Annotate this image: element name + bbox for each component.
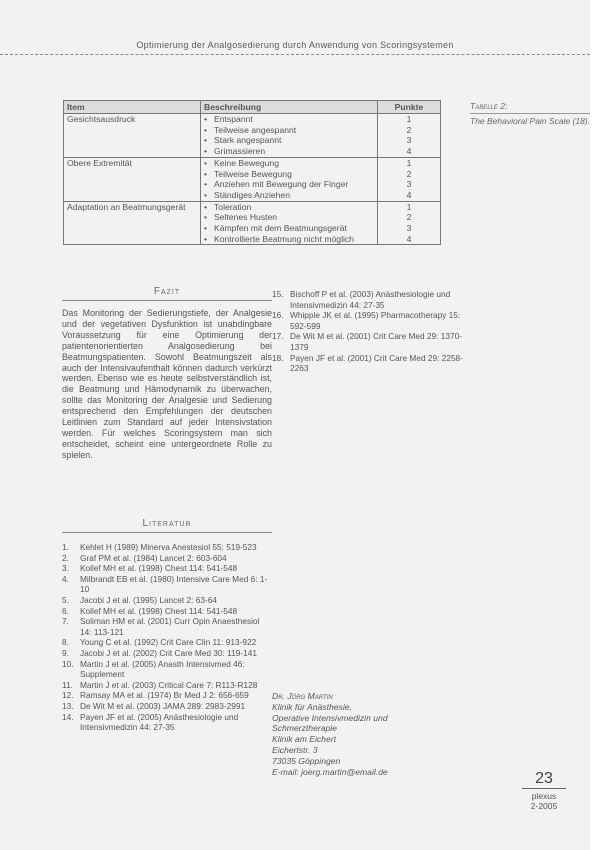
magazine-issue: 2-2005 bbox=[530, 801, 558, 811]
reference-text: Kollef MH et al. (1998) Chest 114: 541-548 bbox=[80, 563, 238, 574]
description-cell bbox=[201, 157, 378, 201]
author-name: Dr. Jörg Martin bbox=[272, 691, 333, 701]
points-entry: 2 bbox=[406, 168, 412, 179]
reference-number: 7. bbox=[62, 616, 69, 627]
fazit-paragraph: Das Monitoring der Sedierungstiefe, der Analgesie und der vegetativen Dysfunktion ist unabdingbare Voraussetzung für eine Optimierung der patientenorientierten Analgosedierung bei Beatmungspatienten. Sowohl Beatmungszeit als auch der Intensivaufenthalt können dadurch verkürzt werden. Ebenso wie es heute selbstverständlich ist, die Beatmung und Hämodynamik zu überwachen, sollte das Monitoring der Analgesie und Sedierung entsprechend den Empfehlungen der deutschen Leitlinien zum Standard auf jeder Intensivstation werden. Für welches Scoringsystem man sich entscheidet, scheint eine untergeordnete Rolle zu spielen. bbox=[62, 308, 272, 460]
reference-number: 5. bbox=[62, 594, 69, 605]
table-caption bbox=[470, 101, 590, 127]
fazit-rule bbox=[62, 300, 272, 301]
footer-rule bbox=[522, 788, 566, 789]
item-cell: Adaptation an Beatmungsgerät bbox=[64, 201, 201, 245]
reference-number: 12. bbox=[62, 690, 74, 701]
literatur-rule bbox=[62, 532, 272, 533]
reference-item bbox=[62, 712, 272, 733]
behavioral-pain-scale-table bbox=[63, 100, 441, 245]
reference-number: 4. bbox=[62, 573, 69, 584]
reference-item bbox=[62, 680, 272, 691]
reference-number: 17. bbox=[272, 331, 284, 342]
page-edge bbox=[590, 0, 604, 850]
reference-number: 15. bbox=[272, 289, 284, 299]
reference-item bbox=[272, 289, 472, 310]
reference-number: 6. bbox=[62, 605, 69, 616]
points-entry: 3 bbox=[406, 223, 412, 234]
description-entry: • Kontrollierte Beatmung nicht möglich bbox=[204, 234, 374, 245]
points-entry: 4 bbox=[406, 233, 412, 244]
reference-item bbox=[62, 574, 272, 595]
header-item: Item bbox=[64, 101, 201, 114]
caption-title: Tabelle 2: bbox=[470, 101, 590, 114]
item-cell: Gesichtsausdruck bbox=[64, 114, 201, 158]
points-entry: 4 bbox=[406, 146, 412, 157]
reference-text: Ramsay MA et al. (1974) Br Med J 2: 656-659 bbox=[80, 690, 249, 701]
reference-text: Kehlet H (1989) Minerva Anestesiol 55: 519-523 bbox=[80, 542, 257, 552]
address-line: Klinik für Anästhesie, bbox=[272, 701, 352, 712]
reference-item bbox=[272, 353, 472, 374]
reference-number: 11. bbox=[62, 679, 73, 690]
description-entry: • Toleration bbox=[204, 202, 374, 213]
reference-list-left bbox=[62, 542, 272, 733]
points-entry: 2 bbox=[406, 124, 412, 135]
running-header: Optimierung der Analgosedierung durch Anwendung von Scoringsystemen bbox=[136, 40, 454, 50]
reference-number: 2. bbox=[62, 552, 69, 563]
reference-text: Milbrandt EB et al. (1980) Intensive Care Med 6: 1-10 bbox=[80, 573, 268, 595]
reference-text: Martin J et al. (2005) Anasth Intensivmed 46: Supplement bbox=[80, 658, 245, 680]
description-entry: • Ständiges Anziehen bbox=[204, 190, 374, 201]
reference-item bbox=[62, 542, 272, 553]
table-row bbox=[64, 114, 441, 158]
reference-item bbox=[62, 606, 272, 617]
address-line: Operative Intensivmedizin und bbox=[272, 712, 388, 723]
reference-item bbox=[62, 616, 272, 637]
table-header-row bbox=[64, 101, 441, 114]
reference-number: 8. bbox=[62, 637, 69, 648]
reference-text: Kollef MH et al. (1998) Chest 114: 541-548 bbox=[80, 605, 238, 616]
reference-item bbox=[62, 595, 272, 606]
caption-text: The Behavioral Pain Scale (18). bbox=[470, 116, 591, 126]
reference-text: Martin J et al. (2003) Critical Care 7: R113-R128 bbox=[80, 679, 258, 690]
reference-text: Whipple JK et al. (1995) Pharmacotherapy 15: 592-599 bbox=[290, 310, 461, 331]
description-entry: • Teilweise angespannt bbox=[204, 125, 374, 136]
reference-item bbox=[62, 637, 272, 648]
reference-number: 16. bbox=[272, 310, 284, 321]
points-cell bbox=[378, 114, 441, 158]
points-entry: 3 bbox=[406, 135, 412, 146]
address-line: 73035 Göppingen bbox=[272, 755, 341, 766]
description-entry: • Teilweise Bewegung bbox=[204, 169, 374, 180]
reference-text: Graf PM et al. (1984) Lancet 2: 603-604 bbox=[80, 552, 227, 563]
points-entry: 1 bbox=[406, 114, 412, 124]
description-entry: • Kämpfen mit dem Beatmungsgerät bbox=[204, 223, 374, 234]
reference-number: 10. bbox=[62, 658, 74, 669]
header-rule bbox=[0, 54, 590, 55]
reference-number: 1. bbox=[62, 542, 69, 552]
author-address bbox=[272, 691, 472, 777]
item-cell: Obere Extremität bbox=[64, 157, 201, 201]
literatur-heading: Literatur bbox=[142, 518, 192, 529]
address-line: Schmerztherapie bbox=[272, 723, 337, 734]
reference-item bbox=[62, 563, 272, 574]
header-description: Beschreibung bbox=[201, 101, 378, 114]
description-cell bbox=[201, 201, 378, 245]
reference-item bbox=[62, 648, 272, 659]
description-cell bbox=[201, 114, 378, 158]
points-entry: 2 bbox=[406, 212, 412, 223]
description-entry: • Keine Bewegung bbox=[204, 158, 374, 169]
points-entry: 1 bbox=[406, 201, 412, 212]
reference-text: Payen JF et al. (2005) Anästhesiologie und Intensivmedizin 44: 27-35 bbox=[80, 711, 239, 733]
description-entry: • Anziehen mit Bewegung der Finger bbox=[204, 179, 374, 190]
reference-number: 3. bbox=[62, 563, 69, 574]
reference-number: 9. bbox=[62, 647, 69, 658]
reference-list-right bbox=[272, 289, 472, 374]
address-line: Eichertstr. 3 bbox=[272, 744, 318, 755]
points-cell bbox=[378, 157, 441, 201]
reference-text: Soliman HM et al. (2001) Curr Opin Anaesthesiol 14: 113-121 bbox=[80, 616, 260, 637]
table-row bbox=[64, 201, 441, 245]
address-line: Klinik am Eichert bbox=[272, 734, 336, 745]
fazit-heading: Fazit bbox=[153, 286, 181, 297]
reference-item bbox=[62, 553, 272, 564]
reference-text: Bischoff P et al. (2003) Anästhesiologie und Intensivmedizin 44: 27-35 bbox=[290, 289, 451, 310]
points-entry: 3 bbox=[406, 179, 412, 190]
reference-number: 18. bbox=[272, 352, 284, 363]
page-number: 23 bbox=[535, 770, 553, 787]
reference-number: 14. bbox=[62, 711, 74, 722]
reference-text: De Wit M et al. (2001) Crit Care Med 29: 1370-1379 bbox=[290, 331, 462, 352]
reference-number: 13. bbox=[62, 700, 74, 711]
reference-item bbox=[62, 659, 272, 680]
header-points: Punkte bbox=[378, 101, 441, 114]
description-entry: • Stark angespannt bbox=[204, 135, 374, 146]
table-row bbox=[64, 157, 441, 201]
description-entry: • Seltenes Husten bbox=[204, 212, 374, 223]
points-entry: 4 bbox=[406, 189, 412, 200]
reference-text: De Wit M et al. (2003) JAMA 289: 2983-2991 bbox=[80, 700, 246, 711]
magazine-info bbox=[522, 791, 566, 811]
author-email: E-mail: joerg.martin@email.de bbox=[272, 766, 388, 777]
points-cell bbox=[378, 201, 441, 245]
reference-item bbox=[62, 701, 272, 712]
reference-text: Payen JF et al. (2001) Crit Care Med 29: 2258-2263 bbox=[290, 352, 463, 374]
description-entry: • Entspannt bbox=[204, 114, 374, 125]
reference-text: Jacobi J et al. (1995) Lancet 2: 63-64 bbox=[80, 594, 217, 605]
reference-item bbox=[272, 310, 472, 331]
reference-text: Young C et al. (1992) Crit Care Clin 11: 913-922 bbox=[80, 637, 257, 648]
description-entry: • Grimassieren bbox=[204, 146, 374, 157]
reference-item bbox=[62, 690, 272, 701]
reference-item bbox=[272, 331, 472, 352]
reference-text: Jacobi J et al. (2002) Crit Care Med 30: 119-141 bbox=[80, 647, 257, 658]
magazine-name: plexus bbox=[531, 791, 557, 801]
points-entry: 1 bbox=[406, 157, 412, 168]
